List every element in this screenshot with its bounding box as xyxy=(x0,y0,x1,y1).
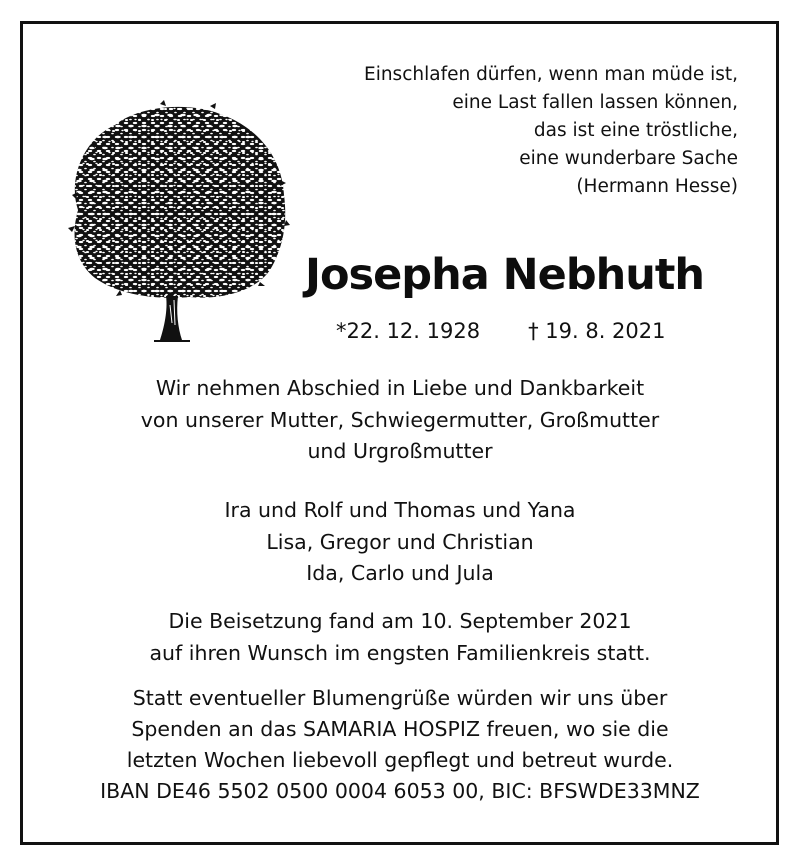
family-line: Lisa, Gregor und Christian xyxy=(266,529,534,554)
burial-line: Die Beisetzung fand am 10. September 2021 xyxy=(168,609,632,633)
farewell-line: Wir nehmen Abschied in Liebe und Dankbarkeit xyxy=(155,376,645,400)
quote-line: Einschlafen dürfen, wenn man müde ist, xyxy=(364,64,738,85)
farewell-line: und Urgroßmutter xyxy=(307,439,493,463)
donation-line: letzten Wochen liebevoll gepflegt und betreut wurde. xyxy=(126,748,674,772)
birth-date: *22. 12. 1928 xyxy=(336,319,481,343)
hesse-quote xyxy=(278,61,738,201)
burial-notice xyxy=(24,606,776,669)
family-line: Ira und Rolf und Thomas und Yana xyxy=(224,498,576,522)
quote-line: eine Last fallen lassen können, xyxy=(452,92,738,113)
quote-line: das ist eine tröstliche, xyxy=(533,120,738,141)
deceased-name: Josepha Nebhuth xyxy=(305,250,705,300)
donation-line: Statt eventueller Blumengrüße würden wir uns über xyxy=(132,686,668,710)
farewell-line: von unserer Mutter, Schwiegermutter, Großmutter xyxy=(140,407,660,432)
donation-notice xyxy=(24,683,776,807)
family-names xyxy=(24,495,776,590)
death-date: † 19. 8. 2021 xyxy=(528,319,666,343)
life-dates xyxy=(336,316,666,346)
tree-icon xyxy=(60,100,290,345)
farewell-text xyxy=(24,373,776,468)
donation-line: Spenden an das SAMARIA HOSPIZ freuen, wo sie die xyxy=(131,717,669,741)
family-line: Ida, Carlo und Jula xyxy=(306,561,494,585)
bank-details: IBAN DE46 5502 0500 0004 6053 00, BIC: BFSWDE33MNZ xyxy=(100,779,700,803)
quote-attribution: (Hermann Hesse) xyxy=(576,176,738,197)
burial-line: auf ihren Wunsch im engsten Familienkreis statt. xyxy=(149,640,651,665)
quote-line: eine wunderbare Sache xyxy=(519,148,738,169)
